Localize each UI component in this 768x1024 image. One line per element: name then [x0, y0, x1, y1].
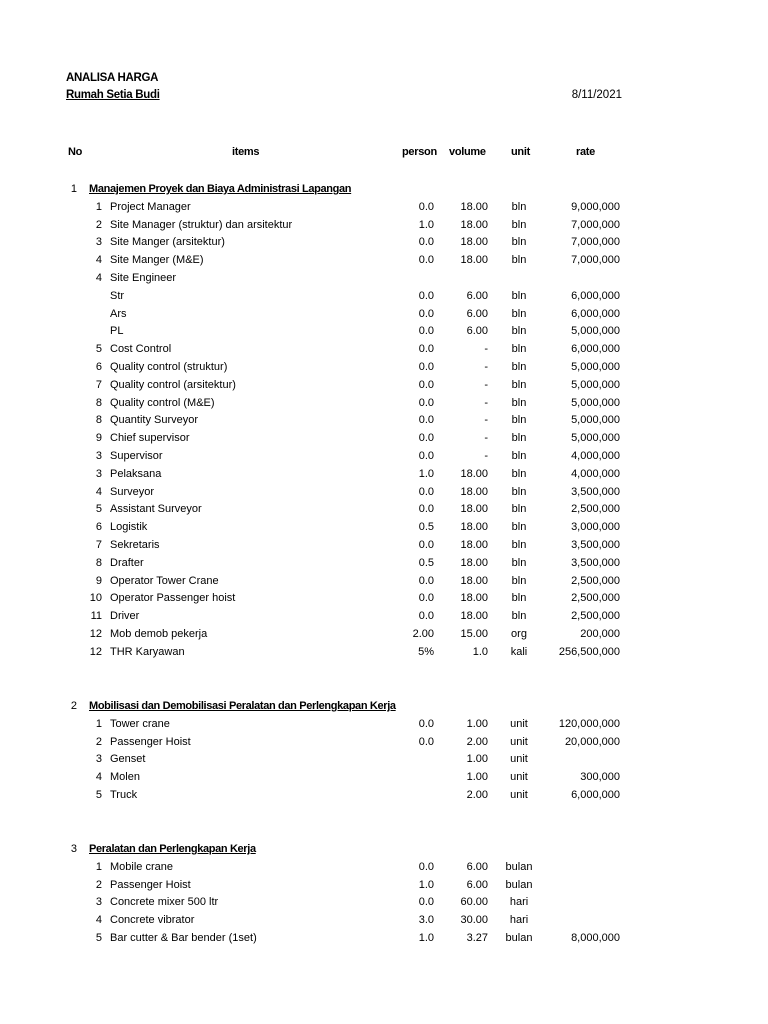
item-unit: bln [511, 432, 527, 445]
table-row [0, 252, 768, 270]
item-name: Driver [110, 610, 140, 623]
item-person: 1.0 [418, 218, 434, 231]
table-row [0, 519, 768, 537]
table-row [0, 377, 768, 395]
item-person: 0.0 [418, 860, 434, 873]
item-name: Site Manager (struktur) dan arsitektur [110, 218, 293, 231]
item-person: 0.0 [418, 307, 434, 320]
item-name: Quantity Surveyor [110, 414, 199, 427]
item-name: THR Karyawan [110, 645, 185, 658]
item-number: 12 [89, 627, 102, 640]
item-person: 0.0 [418, 538, 434, 551]
item-volume: 2.00 [466, 788, 488, 801]
item-name: Quality control (arsitektur) [110, 378, 236, 391]
table-row [0, 466, 768, 484]
item-unit: bln [511, 218, 527, 231]
item-rate: 3,500,000 [571, 556, 620, 569]
item-person: 0.0 [418, 343, 434, 356]
table-row [0, 448, 768, 466]
item-person: 0.0 [418, 896, 434, 909]
item-unit: unit [510, 735, 528, 748]
table-row [0, 430, 768, 448]
table-row [0, 894, 768, 912]
item-number: 2 [95, 878, 102, 891]
item-person: 0.0 [418, 592, 434, 605]
item-volume: 18.00 [460, 538, 488, 551]
document-subtitle: Rumah Setia Budi [66, 89, 160, 101]
item-name: Surveyor [110, 485, 155, 498]
table-row [0, 912, 768, 930]
table-row [0, 877, 768, 895]
item-rate: 3,000,000 [571, 521, 620, 534]
item-volume: 1.0 [472, 645, 488, 658]
section-number: 3 [70, 843, 77, 855]
item-unit: unit [510, 788, 528, 801]
section-number: 1 [70, 183, 77, 195]
section-header [0, 698, 768, 716]
table-row [0, 644, 768, 662]
item-volume: 18.00 [460, 503, 488, 516]
item-number: 9 [95, 432, 102, 445]
item-person: 0.0 [418, 236, 434, 249]
item-number: 5 [95, 788, 102, 801]
item-number: 5 [95, 343, 102, 356]
item-rate: 5,000,000 [571, 325, 620, 338]
section-2 [0, 698, 768, 805]
item-unit: bln [511, 414, 527, 427]
item-rate: 256,500,000 [558, 645, 620, 658]
item-unit: bln [511, 556, 527, 569]
item-volume: 18.00 [460, 485, 488, 498]
section-number: 2 [70, 700, 77, 712]
item-name: Quality control (M&E) [110, 396, 215, 409]
item-unit: unit [510, 771, 528, 784]
item-volume: - [484, 360, 488, 373]
section-title: Peralatan dan Perlengkapan Kerja [89, 843, 256, 855]
table-row [0, 306, 768, 324]
item-unit: kali [510, 645, 528, 658]
item-person: 0.0 [418, 378, 434, 391]
item-rate: 5,000,000 [571, 360, 620, 373]
item-person: 0.0 [418, 432, 434, 445]
table-row [0, 323, 768, 341]
item-name: Project Manager [110, 200, 191, 213]
item-number: 4 [95, 485, 102, 498]
item-volume: - [484, 432, 488, 445]
section-title: Mobilisasi dan Demobilisasi Peralatan dan Perlengkapan Kerja [89, 700, 396, 712]
item-number: 3 [95, 753, 102, 766]
column-header-unit: unit [511, 146, 530, 158]
table-row [0, 484, 768, 502]
column-header-no: No [68, 146, 83, 158]
table-row [0, 751, 768, 769]
item-number: 4 [95, 771, 102, 784]
item-volume: 18.00 [460, 200, 488, 213]
item-rate: 120,000,000 [558, 717, 620, 730]
item-number: 6 [95, 521, 102, 534]
item-rate: 6,000,000 [571, 289, 620, 302]
column-header-person: person [402, 146, 437, 158]
section-title: Manajemen Proyek dan Biaya Administrasi Lapangan [89, 183, 352, 195]
item-volume: 18.00 [460, 556, 488, 569]
item-person: 0.0 [418, 254, 434, 267]
item-name: Passenger Hoist [110, 878, 191, 891]
item-unit: unit [510, 753, 528, 766]
item-number: 12 [89, 645, 102, 658]
item-volume: 18.00 [460, 254, 488, 267]
item-volume: 60.00 [460, 896, 488, 909]
table-row [0, 608, 768, 626]
item-unit: bln [511, 360, 527, 373]
item-rate: 4,000,000 [571, 467, 620, 480]
item-unit: bln [511, 449, 527, 462]
table-row [0, 199, 768, 217]
item-volume: - [484, 396, 488, 409]
item-unit: org [511, 627, 527, 640]
item-name: Operator Tower Crane [110, 574, 219, 587]
item-volume: 18.00 [460, 467, 488, 480]
item-name: Mob demob pekerja [110, 627, 208, 640]
item-unit: hari [509, 896, 529, 909]
item-unit: bln [511, 307, 527, 320]
item-unit: bln [511, 610, 527, 623]
item-number: 10 [89, 592, 102, 605]
item-number: 4 [95, 271, 102, 284]
item-person: 1.0 [418, 878, 434, 891]
section-header [0, 841, 768, 859]
item-number: 11 [90, 610, 102, 623]
item-rate: 2,500,000 [571, 610, 620, 623]
item-volume: 18.00 [460, 521, 488, 534]
document-title: ANALISA HARGA [66, 72, 159, 84]
item-name: Site Engineer [110, 271, 177, 284]
item-volume: 6.00 [466, 289, 488, 302]
item-number: 7 [95, 378, 102, 391]
item-name: Assistant Surveyor [110, 503, 202, 516]
item-volume: - [484, 414, 488, 427]
item-person: 0.0 [418, 717, 434, 730]
item-unit: bulan [505, 878, 533, 891]
table-row [0, 537, 768, 555]
item-person: 0.0 [418, 610, 434, 623]
item-unit: bln [511, 254, 527, 267]
item-name: Chief supervisor [110, 432, 190, 445]
table-row [0, 270, 768, 288]
table-row [0, 501, 768, 519]
column-header-rate: rate [576, 146, 595, 158]
item-volume: 18.00 [460, 610, 488, 623]
item-rate: 200,000 [580, 627, 620, 640]
item-number: 3 [95, 236, 102, 249]
item-name: Site Manger (M&E) [110, 254, 204, 267]
item-rate: 2,500,000 [571, 574, 620, 587]
item-unit: bulan [505, 860, 533, 873]
table-row [0, 359, 768, 377]
item-rate: 7,000,000 [571, 236, 620, 249]
item-person: 0.0 [418, 574, 434, 587]
item-rate: 5,000,000 [571, 414, 620, 427]
item-person: 0.0 [418, 414, 434, 427]
item-number: 2 [95, 735, 102, 748]
item-name: Concrete vibrator [110, 914, 195, 927]
item-rate: 20,000,000 [564, 735, 620, 748]
item-volume: 18.00 [460, 236, 488, 249]
table-row [0, 573, 768, 591]
table-row [0, 930, 768, 948]
item-name: Mobile crane [110, 860, 173, 873]
item-rate: 6,000,000 [571, 343, 620, 356]
item-rate: 9,000,000 [571, 200, 620, 213]
table-row [0, 787, 768, 805]
item-name: Sekretaris [110, 538, 160, 551]
item-unit: bln [511, 574, 527, 587]
item-person: 0.0 [418, 325, 434, 338]
item-number: 3 [95, 467, 102, 480]
item-person: 0.0 [418, 503, 434, 516]
item-rate: 2,500,000 [571, 592, 620, 605]
item-rate: 7,000,000 [571, 218, 620, 231]
item-person: 2.00 [412, 627, 434, 640]
item-number: 4 [95, 914, 102, 927]
item-unit: hari [509, 914, 529, 927]
item-name: Molen [110, 771, 140, 784]
item-rate: 3,500,000 [571, 485, 620, 498]
item-person: 0.0 [418, 289, 434, 302]
item-person: 1.0 [418, 931, 434, 944]
item-number: 4 [95, 254, 102, 267]
item-name: Truck [110, 788, 138, 801]
item-unit: bln [511, 289, 527, 302]
item-rate: 8,000,000 [571, 931, 620, 944]
item-number: 3 [95, 449, 102, 462]
item-unit: bln [511, 467, 527, 480]
item-volume: 30.00 [460, 914, 488, 927]
item-number: 8 [95, 396, 102, 409]
item-volume: - [484, 343, 488, 356]
item-unit: bln [511, 343, 527, 356]
item-volume: 2.00 [466, 735, 488, 748]
item-name: Passenger Hoist [110, 735, 191, 748]
table-row [0, 288, 768, 306]
item-person: 3.0 [418, 914, 434, 927]
item-volume: 6.00 [466, 325, 488, 338]
item-name: Ars [110, 307, 127, 320]
item-volume: 1.00 [466, 717, 488, 730]
item-name: Tower crane [110, 717, 170, 730]
item-number: 3 [95, 896, 102, 909]
item-number: 8 [95, 414, 102, 427]
item-rate: 4,000,000 [571, 449, 620, 462]
item-person: 0.0 [418, 200, 434, 213]
item-unit: bln [511, 325, 527, 338]
item-rate: 6,000,000 [571, 307, 620, 320]
item-volume: - [484, 449, 488, 462]
item-rate: 2,500,000 [571, 503, 620, 516]
item-name: Drafter [110, 556, 144, 569]
table-row [0, 734, 768, 752]
section-header [0, 181, 768, 199]
item-unit: bln [511, 485, 527, 498]
item-volume: 6.00 [466, 878, 488, 891]
item-name: Supervisor [110, 449, 163, 462]
item-unit: bln [511, 503, 527, 516]
item-rate: 3,500,000 [571, 538, 620, 551]
item-name: Pelaksana [110, 467, 162, 480]
item-name: Bar cutter & Bar bender (1set) [110, 931, 257, 944]
item-number: 5 [95, 931, 102, 944]
item-name: Operator Passenger hoist [110, 592, 236, 605]
item-name: Site Manger (arsitektur) [110, 236, 225, 249]
table-row [0, 395, 768, 413]
section-1 [0, 181, 768, 662]
item-volume: 1.00 [466, 753, 488, 766]
item-name: Quality control (struktur) [110, 360, 228, 373]
item-unit: bln [511, 236, 527, 249]
item-unit: bln [511, 538, 527, 551]
item-volume: 15.00 [460, 627, 488, 640]
item-unit: bulan [505, 931, 533, 944]
item-person: 0.0 [418, 485, 434, 498]
table-row [0, 716, 768, 734]
item-number: 7 [95, 538, 102, 551]
item-number: 1 [95, 860, 102, 873]
item-volume: - [484, 378, 488, 391]
table-row [0, 590, 768, 608]
table-row [0, 859, 768, 877]
item-person: 0.0 [418, 735, 434, 748]
table-row [0, 341, 768, 359]
item-number: 6 [95, 360, 102, 373]
item-person: 5% [418, 645, 434, 658]
item-number: 8 [95, 556, 102, 569]
item-unit: bln [511, 378, 527, 391]
item-volume: 18.00 [460, 218, 488, 231]
document-date: 8/11/2021 [571, 89, 622, 101]
item-rate: 300,000 [580, 771, 620, 784]
section-3 [0, 841, 768, 948]
item-person: 0.5 [418, 556, 434, 569]
item-volume: 3.27 [466, 931, 488, 944]
item-number: 1 [95, 200, 102, 213]
item-volume: 18.00 [460, 592, 488, 605]
item-unit: bln [511, 396, 527, 409]
item-number: 1 [95, 717, 102, 730]
item-volume: 18.00 [460, 574, 488, 587]
item-volume: 6.00 [466, 860, 488, 873]
column-header-items: items [232, 146, 260, 158]
item-number: 5 [95, 503, 102, 516]
item-rate: 5,000,000 [571, 432, 620, 445]
table-row [0, 234, 768, 252]
item-rate: 5,000,000 [571, 396, 620, 409]
item-person: 0.5 [418, 521, 434, 534]
table-row [0, 217, 768, 235]
item-volume: 6.00 [466, 307, 488, 320]
column-header-volume: volume [449, 146, 486, 158]
item-name: Str [110, 289, 125, 302]
item-person: 0.0 [418, 449, 434, 462]
item-unit: bln [511, 521, 527, 534]
item-person: 0.0 [418, 396, 434, 409]
item-name: Logistik [110, 521, 148, 534]
item-rate: 5,000,000 [571, 378, 620, 391]
item-rate: 7,000,000 [571, 254, 620, 267]
item-person: 0.0 [418, 360, 434, 373]
item-name: Cost Control [110, 343, 172, 356]
item-person: 1.0 [418, 467, 434, 480]
item-unit: bln [511, 200, 527, 213]
table-row [0, 769, 768, 787]
table-row [0, 626, 768, 644]
item-unit: bln [511, 592, 527, 605]
item-number: 9 [95, 574, 102, 587]
item-name: Concrete mixer 500 ltr [110, 896, 219, 909]
item-number: 2 [95, 218, 102, 231]
item-unit: unit [510, 717, 528, 730]
item-volume: 1.00 [466, 771, 488, 784]
item-name: Genset [110, 753, 146, 766]
table-row [0, 412, 768, 430]
table-row [0, 555, 768, 573]
item-name: PL [110, 325, 124, 338]
item-rate: 6,000,000 [571, 788, 620, 801]
